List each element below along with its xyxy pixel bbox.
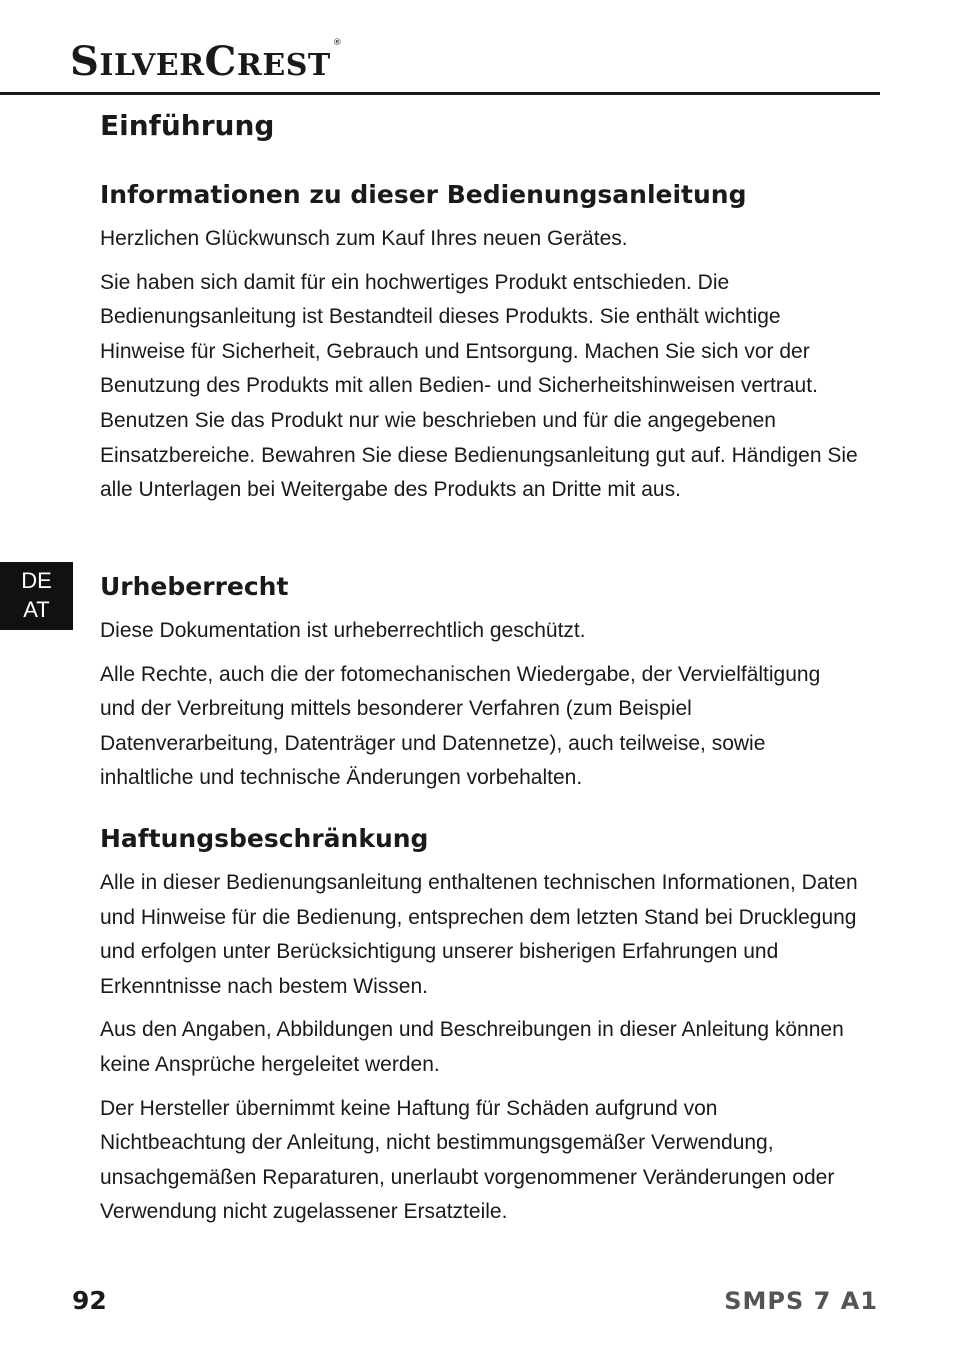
language-ch: CH <box>20 626 53 651</box>
language-de: DE <box>21 568 52 593</box>
header-rule <box>0 92 880 95</box>
section-copyright <box>100 570 860 796</box>
page-number: 92 <box>72 1286 107 1315</box>
logo-rest: REST <box>236 48 331 83</box>
section-info <box>100 178 860 508</box>
section-heading: Informationen zu dieser Bedienungsanleitung <box>100 180 747 209</box>
paragraph: Der Hersteller übernimmt keine Haftung für Schäden aufgrund von Nichtbeachtung der Anleitung, nicht bestimmungsgemäßer Verwendung, unsachgemäßen Reparaturen, unerlaubt vorgenommener Veränderungen oder Verwendung nicht zugelassener Ersatzteile. <box>100 1096 835 1224</box>
logo-letter-s: S <box>70 38 100 85</box>
section-heading: Urheberrecht <box>100 572 289 601</box>
paragraph: Sie haben sich damit für ein hochwertiges Produkt entschieden. Die Bedienungsanleitung ist Bestandteil dieses Produkts. Sie enthält wichtige Hinweise für Sicherheit, Gebrauch und Entsorgung. Machen Sie sich vor der Benutzung des Produkts mit allen Bedien- und Sicherheitshinweisen vertraut. Benutzen Sie das Produkt nur wie beschrieben und für die angegebenen Einsatzbereiche. Bewahren Sie diese Bedienungsanleitung gut auf. Händigen Sie alle Unterlagen bei Weitergabe des Produkts an Dritte mit aus. <box>100 270 858 502</box>
language-tab <box>0 562 73 651</box>
silvercrest-logo <box>70 38 342 85</box>
paragraph: Aus den Angaben, Abbildungen und Beschreibungen in dieser Anleitung können keine Ansprüche hergeleitet werden. <box>100 1018 844 1076</box>
section-liability <box>100 822 860 1230</box>
registered-mark: ® <box>332 38 343 48</box>
language-at: AT <box>23 597 50 622</box>
paragraph: Alle Rechte, auch die der fotomechanischen Wiedergabe, der Vervielfältigung und der Verbreitung mittels besonderer Verfahren (zum Beispiel Datenverarbeitung, Datenträger und Datennetze), auch teilweise, sowie inhaltliche und technische Änderungen vorbehalten. <box>100 662 821 790</box>
paragraph: Herzlichen Glückwunsch zum Kauf Ihres neuen Gerätes. <box>100 227 628 250</box>
paragraph: Diese Dokumentation ist urheberrechtlich geschützt. <box>100 619 586 642</box>
logo-letter-c: C <box>204 38 237 85</box>
paragraph: Alle in dieser Bedienungsanleitung enthaltenen technischen Informationen, Daten und Hinweise für die Bedienung, entsprechen dem letzten Stand bei Drucklegung und erfolgen unter Berücksichtigung unserer bisherigen Erfahrungen und Erkenntnisse nach bestem Wissen. <box>100 871 858 998</box>
logo-ilver: ILVER <box>99 48 205 83</box>
page-title: Einführung <box>100 109 275 142</box>
section-heading: Haftungsbeschränkung <box>100 824 429 853</box>
model-name: SMPS 7 A1 <box>724 1287 878 1315</box>
